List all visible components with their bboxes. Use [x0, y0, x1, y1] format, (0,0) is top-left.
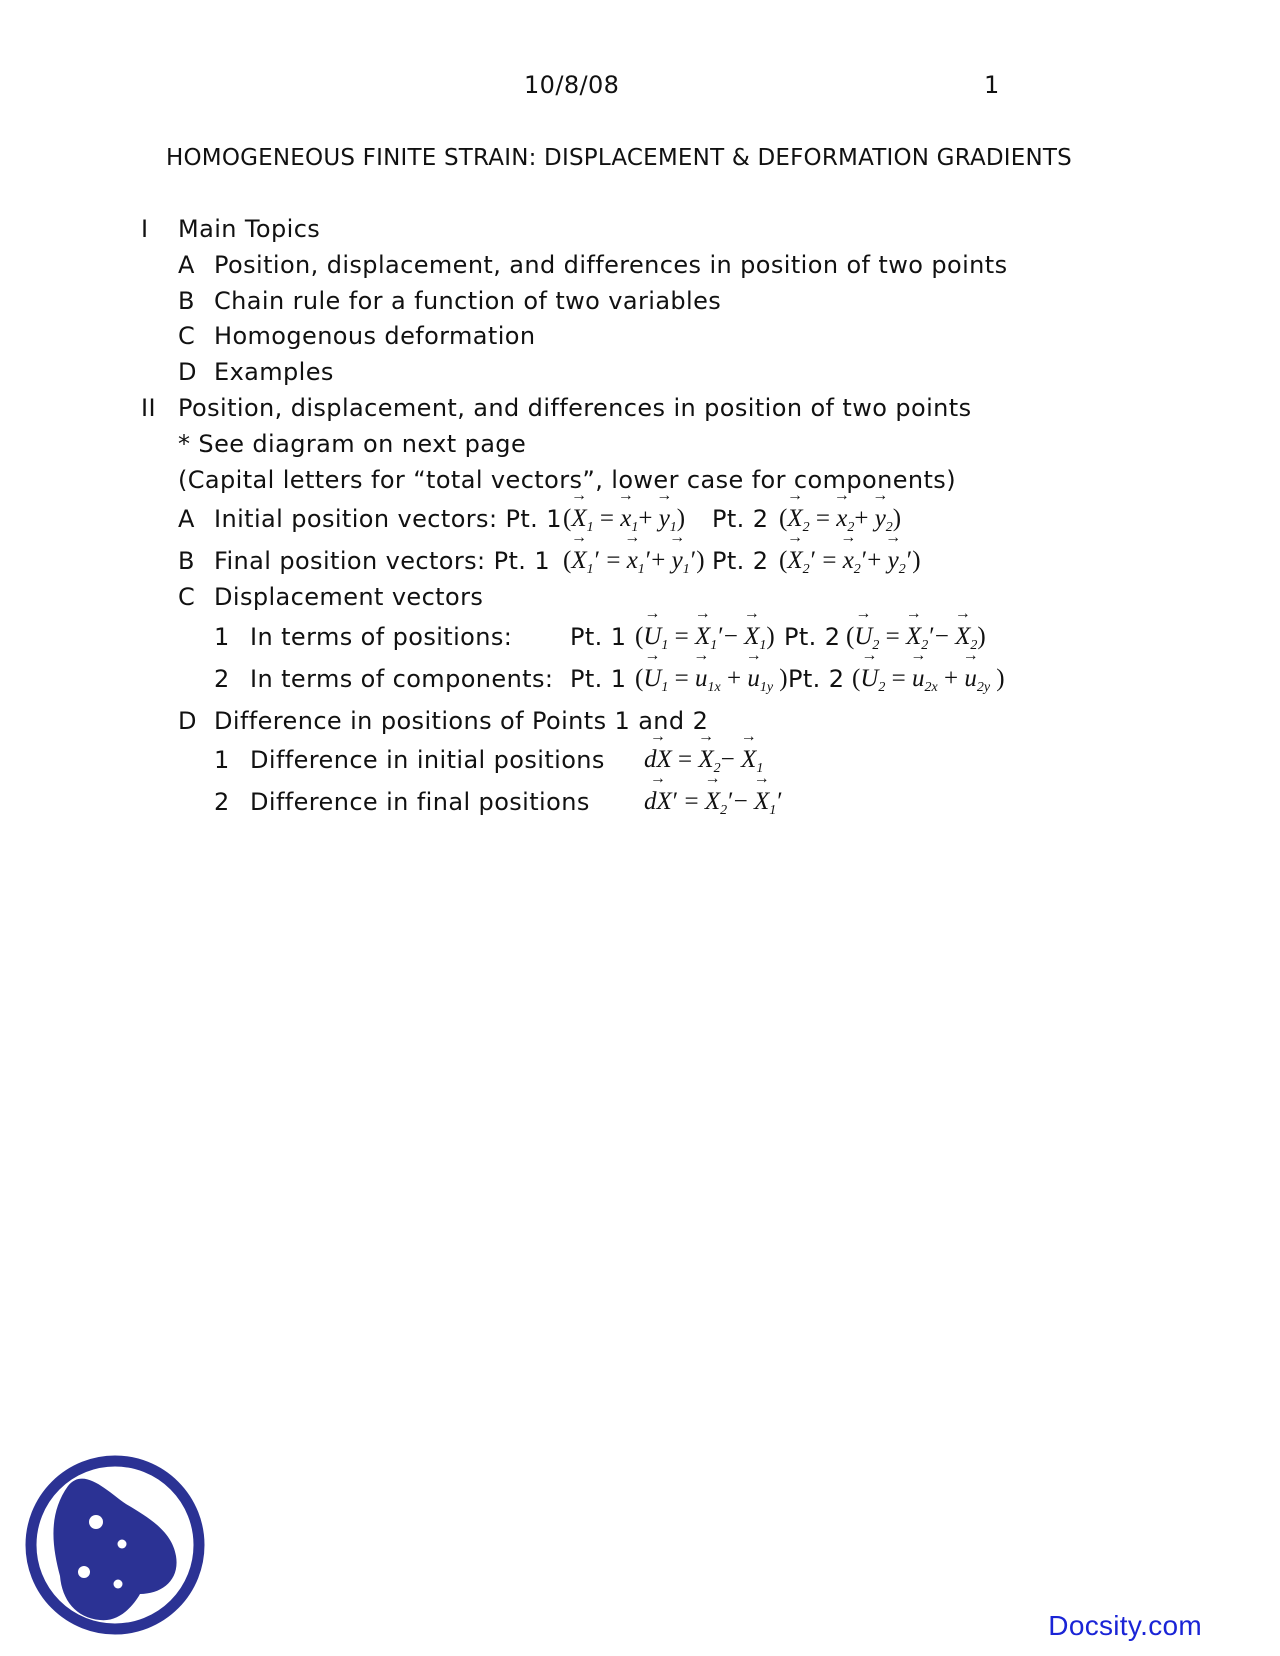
equation-initial-pt1: (→ $X_1$ = → $x_1+ \to y_1$)	[563, 504, 685, 534]
item-c2-number: 2	[214, 665, 230, 693]
equation-final-pt2: (→ $X_2'$ = → $x_2'+ \to y_2'$)	[779, 546, 921, 576]
docsity-brand-link[interactable]: Docsity.com	[1048, 1610, 1202, 1641]
equation-final-pt1: (→ $X_1'$ = → $x_1'+ \to y_1'$)	[563, 546, 705, 576]
pt2-label: Pt. 2	[788, 665, 845, 693]
equation-components-pt2: (→ $U_2$ = → $u_{2x}$ + → $u_{2y}$ )	[852, 664, 1005, 694]
subsection-d-letter: D	[178, 707, 197, 735]
subsection-b-label: Final position vectors: Pt. 1	[214, 547, 550, 575]
pt1-label: Pt. 1	[570, 623, 627, 651]
pt1-label: Pt. 1	[570, 665, 627, 693]
item-d1-number: 1	[214, 746, 230, 774]
topic-text: Examples	[214, 358, 334, 386]
page-number: 1	[984, 71, 1000, 99]
equation-displacement-pt1: (→ $U_1$ = → $X_1'- \to X_1$)	[635, 622, 775, 652]
subsection-c-letter: C	[178, 583, 196, 611]
section-2-numeral: II	[141, 394, 156, 422]
subsection-b-letter: B	[178, 547, 195, 575]
equation-components-pt1: (→ $U_1$ = → $u_{1x}$ + → $u_{1y}$ )	[635, 664, 788, 694]
item-c1-number: 1	[214, 623, 230, 651]
subsection-d-label: Difference in positions of Points 1 and 2	[214, 707, 709, 735]
subsection-a-label: Initial position vectors: Pt. 1	[214, 505, 562, 533]
section-2-heading: Position, displacement, and differences in position of two points	[178, 394, 972, 422]
pt2-label: Pt. 2	[712, 505, 769, 533]
item-d2-number: 2	[214, 788, 230, 816]
pt2-label: Pt. 2	[712, 547, 769, 575]
docsity-logo-icon[interactable]	[22, 1452, 208, 1638]
item-c2-label: In terms of components:	[250, 665, 554, 693]
topic-letter: B	[178, 287, 195, 315]
equation-final-difference: → dX′ = → $X_2'- \to X_1'$	[644, 787, 783, 817]
section-1-heading: Main Topics	[178, 215, 321, 243]
page-title: HOMOGENEOUS FINITE STRAIN: DISPLACEMENT & DEFORMATION GRADIENTS	[166, 145, 1072, 171]
item-c1-label: In terms of positions:	[250, 623, 513, 651]
equation-displacement-pt2: (→ $U_2$ = → $X_2'- \to X_2$)	[846, 622, 986, 652]
topic-letter: C	[178, 322, 196, 350]
note-diagram: * See diagram on next page	[178, 430, 527, 458]
equation-initial-difference: → dX = → $X_2- \to X_1$	[644, 745, 763, 775]
header-date: 10/8/08	[524, 71, 620, 99]
note-notation: (Capital letters for “total vectors”, lower case for components)	[178, 466, 956, 494]
topic-text: Chain rule for a function of two variables	[214, 287, 722, 315]
topic-text: Position, displacement, and differences in position of two points	[214, 251, 1008, 279]
topic-letter: A	[178, 251, 195, 279]
subsection-a-letter: A	[178, 505, 195, 533]
pt2-label: Pt. 2	[784, 623, 841, 651]
item-d1-label: Difference in initial positions	[250, 746, 605, 774]
topic-text: Homogenous deformation	[214, 322, 536, 350]
topic-letter: D	[178, 358, 197, 386]
item-d2-label: Difference in final positions	[250, 788, 590, 816]
section-1-numeral: I	[141, 215, 149, 243]
subsection-c-label: Displacement vectors	[214, 583, 484, 611]
equation-initial-pt2: (→ $X_2$ = → $x_2+ \to y_2$)	[779, 504, 901, 534]
